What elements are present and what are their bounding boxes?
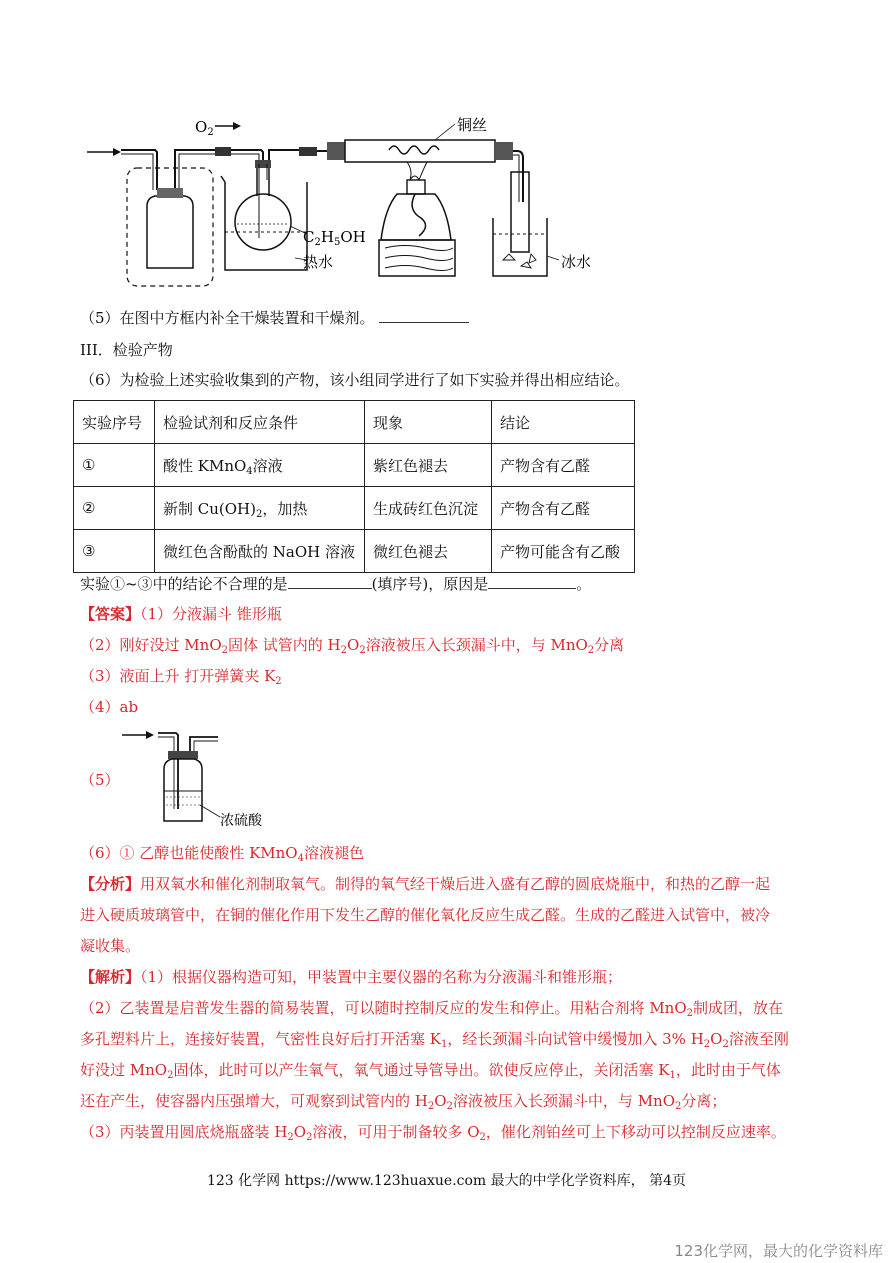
answer-3: （3）液面上升 打开弹簧夹 $K_2$ xyxy=(80,667,282,687)
answer-5: （5） xyxy=(80,771,120,789)
answer-blank[interactable] xyxy=(488,574,576,589)
table-cell: ① xyxy=(74,444,155,487)
answer-1: 【答案】（1）分液漏斗 锥形瓶 xyxy=(80,605,282,623)
table-header-row xyxy=(74,401,635,444)
table-cell: 产物含有乙醛 xyxy=(492,487,635,530)
table-cell: 产物可能含有乙酸 xyxy=(492,530,635,573)
solution-line-3: 多孔塑料片上，连接好装置，气密性良好后打开活塞 $K_1$，经长颈漏斗向试管中缓慢加入 3% $H_2O_2$溶液至刚 xyxy=(80,1030,789,1050)
drying-bottle-diagram xyxy=(120,725,320,835)
ethanol-label: $C_2H_5OH$ xyxy=(303,228,366,248)
o2-label: $O_2$ xyxy=(195,118,214,138)
analysis-line-3: 凝收集。 xyxy=(80,937,141,955)
table-cell: 产物含有乙醛 xyxy=(492,444,635,487)
analysis-line-2: 进入硬质玻璃管中，在铜的催化作用下发生乙醇的催化氧化反应生成乙醛。生成的乙醛进入试管中，被冷 xyxy=(80,906,771,924)
answer-2: （2）刚好没过 MnO$_2$固体 试管内的 $H_2O_2$溶液被压入长颈漏斗中，与 MnO$_2$分离 xyxy=(80,636,625,656)
table-row xyxy=(74,530,635,573)
answer-4: （4）ab xyxy=(80,698,139,716)
answer-blank[interactable] xyxy=(288,574,372,589)
conc-sulfuric-acid-label: 浓硫酸 xyxy=(220,813,262,829)
table-cell: ③ xyxy=(74,530,155,573)
question-6-tail: 实验①~③中的结论不合理的是 (填序号)，原因是 。 xyxy=(80,575,592,593)
solution-line-5: 还在产生，使容器内压强增大，可观察到试管内的 $H_2O_2$溶液被压入长颈漏斗中，与 MnO$_2$分离； xyxy=(80,1092,727,1112)
hot-water-label: 热水 xyxy=(303,253,334,271)
table-header: 检验试剂和反应条件 xyxy=(155,401,365,444)
copper-wire-label: 铜丝 xyxy=(457,116,488,134)
table-cell: 紫红色褪去 xyxy=(365,444,492,487)
answer-6: （6）① 乙醇也能使酸性 KMnO$_4$溶液褪色 xyxy=(80,844,364,864)
table-cell: 微红色褪去 xyxy=(365,530,492,573)
solution-line-2: （2）乙装置是启普发生器的简易装置，可以随时控制反应的发生和停止。用粘合剂将 MnO$_2$制成团，放在 xyxy=(80,999,784,1019)
ice-water-label: 冰水 xyxy=(561,253,592,271)
section-heading: III．检验产物 xyxy=(80,341,173,359)
question-5: （5）在图中方框内补全干燥装置和干燥剂。 xyxy=(80,308,469,328)
solution-line-4: 好没过 MnO$_2$固体，此时可以产生氧气，氧气通过导管导出。欲使反应停止，关闭活塞 $K_1$，此时由于气体 xyxy=(80,1061,781,1081)
answer-blank[interactable] xyxy=(379,308,469,323)
table-cell: 酸性 KMnO$_4$溶液 xyxy=(155,444,365,487)
table-cell: 生成砖红色沉淀 xyxy=(365,487,492,530)
page-footer: 123 化学网 https://www.123huaxue.com 最大的中学化学资料库， 第4页 xyxy=(206,1173,687,1189)
table-cell: ② xyxy=(74,487,155,530)
site-watermark: 123化学网，最大的化学资料库 xyxy=(674,1242,883,1260)
table-cell: 微红色含酚酞的 NaOH 溶液 xyxy=(155,530,365,573)
experiment-table xyxy=(73,400,635,573)
table-header: 现象 xyxy=(365,401,492,444)
table-row xyxy=(74,487,635,530)
table-cell: 新制 $Cu(OH)_2$，加热 xyxy=(155,487,365,530)
apparatus-diagram xyxy=(85,110,645,290)
question-6: （6）为检验上述实验收集到的产物，该小组同学进行了如下实验并得出相应结论。 xyxy=(80,371,630,389)
analysis-line-1: 【分析】用双氧水和催化剂制取氧气。制得的氧气经干燥后进入盛有乙醇的圆底烧瓶中，和热的乙醇一起 xyxy=(80,875,771,893)
table-header: 实验序号 xyxy=(74,401,155,444)
table-row xyxy=(74,444,635,487)
solution-line-1: 【解析】（1）根据仪器构造可知，甲装置中主要仪器的名称为分液漏斗和锥形瓶； xyxy=(80,968,623,986)
table-header: 结论 xyxy=(492,401,635,444)
solution-line-6: （3）丙装置用圆底烧瓶盛装 $H_2O_2$溶液，可用于制备较多 $O_2$，催化剂铂丝可上下移动可以控制反应速率。 xyxy=(80,1123,786,1143)
